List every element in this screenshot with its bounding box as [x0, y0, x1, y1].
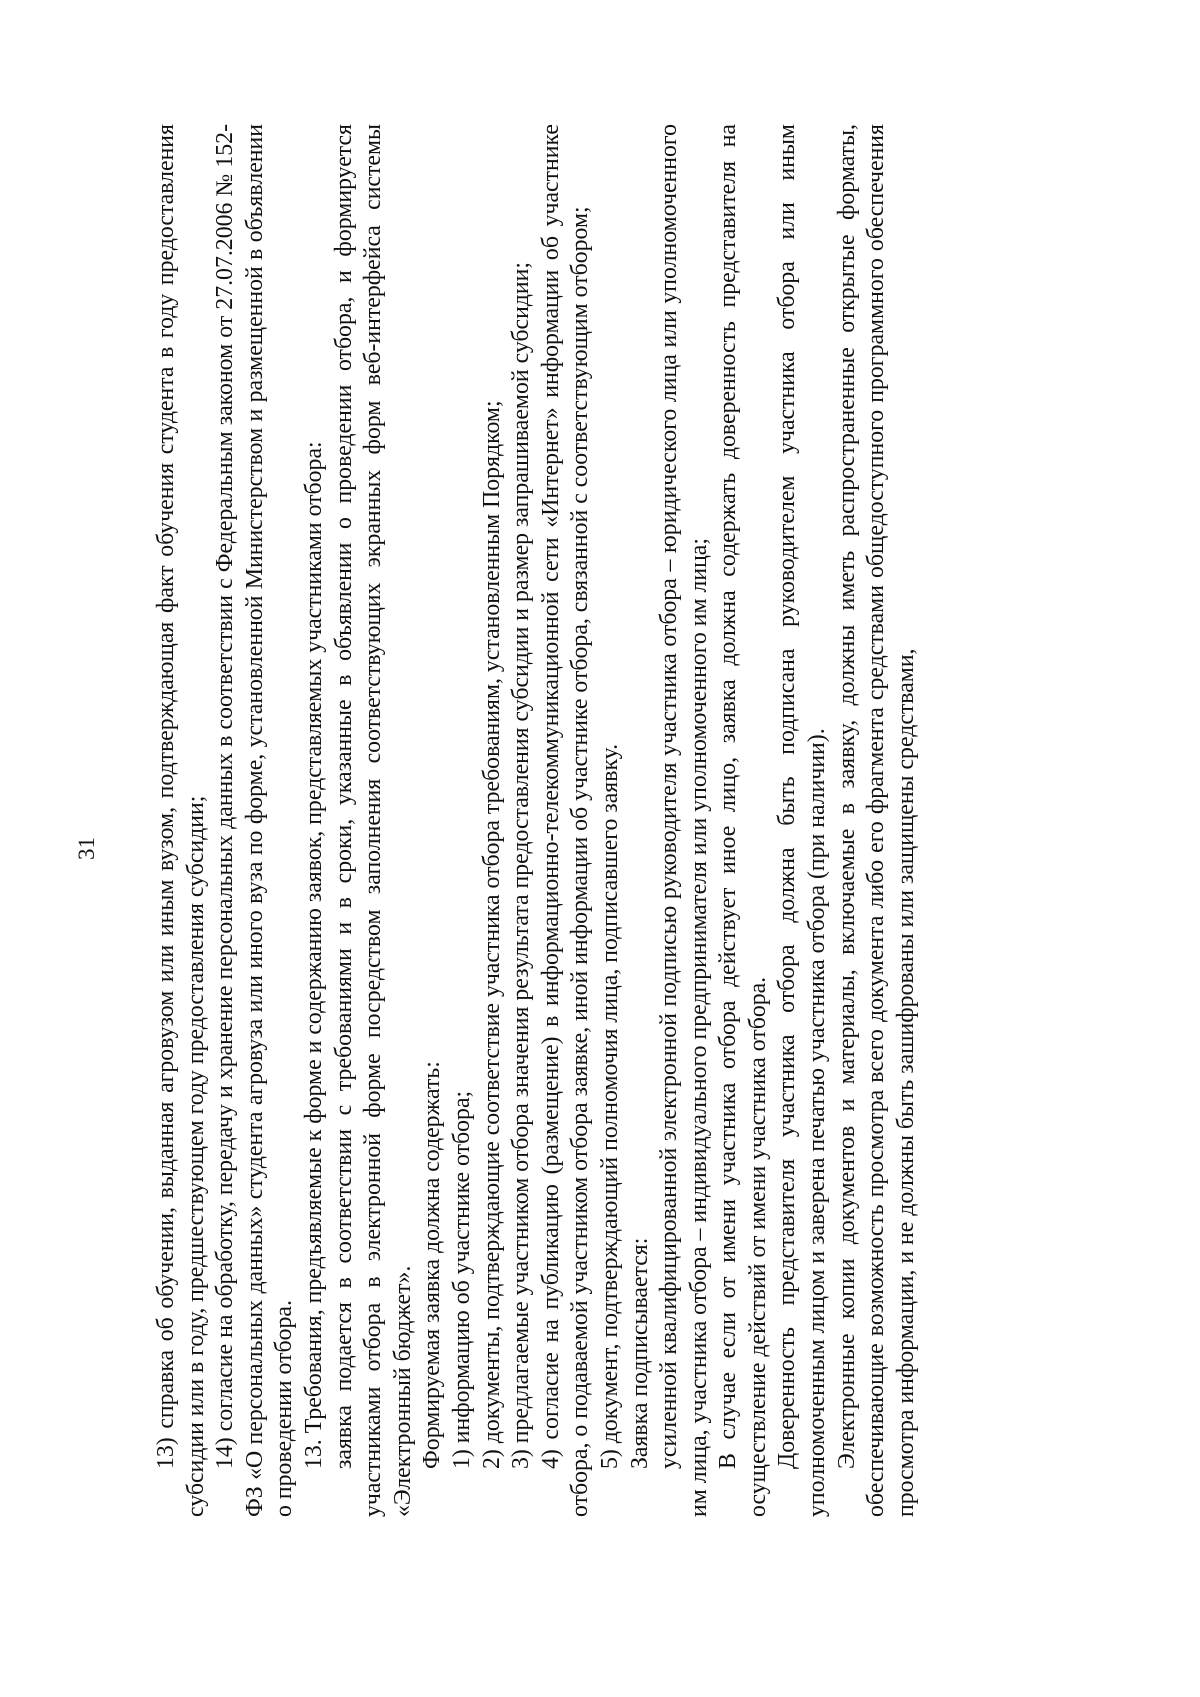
- paragraph: Заявка подписывается:: [626, 1237, 653, 1469]
- paragraph: 4) согласие на публикацию (размещение) в информационно-телекоммуникационной сети «Интернет» информации об участнике отбора, о подаваемой участником отбора заявке, иной информации об участнике отбора, связанной с соответствующим отбором;: [537, 124, 594, 1517]
- paragraph: 2) документы, подтверждающие соответствие участника отбора требованиям, установленным Порядком;: [478, 400, 505, 1469]
- paragraph: Электронные копии документов и материалы, включаемые в заявку, должны иметь распространенные открытые форматы, обеспечивающие возможность просмотра всего документа либо его фрагмента средствами общедоступного программного обеспечения просмотра информации, и не должны быть зашифрованы или защищены средствами,: [833, 124, 919, 1517]
- paragraph: Формируемая заявка должна содержать:: [419, 1061, 446, 1469]
- paragraph: усиленной квалифицированной электронной подписью руководителя участника отбора – юридического лица или уполномоченного им лица, участника отбора – индивидуального предпринимателя или уполномоченного им лица;: [656, 124, 712, 1517]
- paragraph: 3) предлагаемые участником отбора значения результата предоставления субсидии и размер запрашиваемой субсидии;: [508, 262, 535, 1469]
- page-number: 31: [74, 837, 99, 860]
- paragraph: 1) информацию об участнике отбора;: [448, 1090, 475, 1469]
- paragraph: 13. Требования, предъявляемые к форме и содержанию заявок, представляемых участниками отбора:: [300, 441, 327, 1469]
- body-text: [152, 124, 921, 1517]
- paragraph: В случае если от имени участника отбора действует иное лицо, заявка должна содержать доверенность представителя на осуществление действий от имени участника отбора.: [715, 124, 771, 1517]
- paragraph: 13) справка об обучении, выданная агровузом или иным вузом, подтверждающая факт обучения студента в году предоставления субсидии или в году, предшествующем году предоставления субсидии;: [153, 124, 209, 1517]
- paragraph: 14) согласие на обработку, передачу и хранение персональных данных в соответствии с Федеральным законом от 27.07.2006 № 152-ФЗ «О персональных данных» студента агровуза или иного вуза по форме, установленной Министерством и размещенной в объявлении о проведении отбора.: [212, 124, 298, 1517]
- paragraph: Доверенность представителя участника отбора должна быть подписана руководителем участника отбора или иным уполномоченным лицом и заверена печатью участника отбора (при наличии).: [774, 124, 831, 1517]
- paragraph: 5) документ, подтверждающий полномочия лица, подписавшего заявку.: [596, 743, 623, 1469]
- paragraph: заявка подается в соответствии с требованиями и в сроки, указанные в объявлении о проведении отбора, и формируется участниками отбора в электронной форме посредством заполнения соответствующих экранных форм веб-интерфейса системы «Электронный бюджет».: [330, 124, 416, 1517]
